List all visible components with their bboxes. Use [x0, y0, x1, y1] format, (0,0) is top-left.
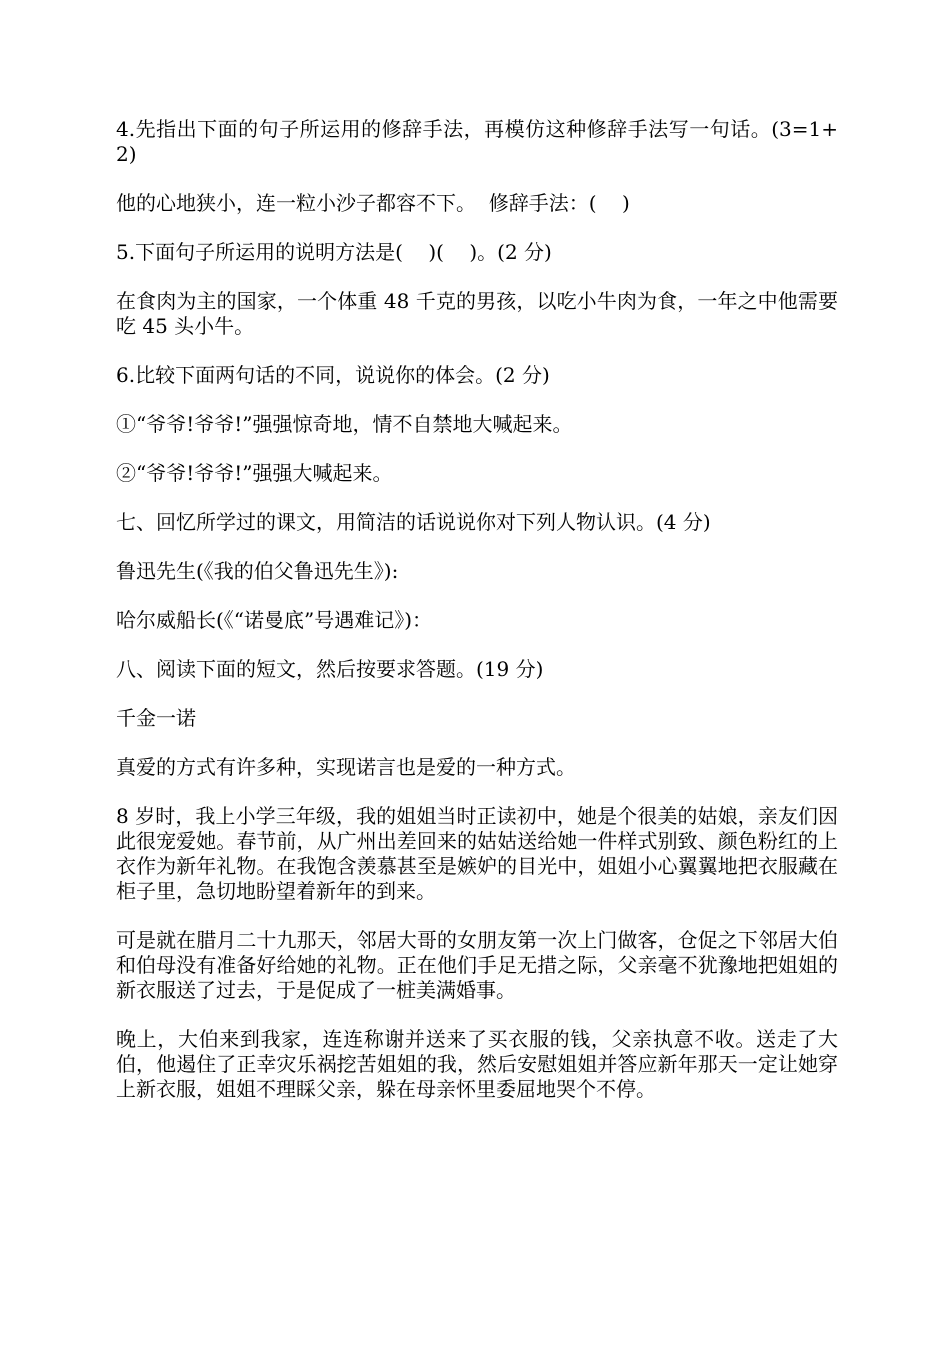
question-6-sentence-1: ①“爷爷!爷爷!”强强惊奇地，情不自禁地大喊起来。 — [116, 412, 573, 436]
question-5-sentence: 在食肉为主的国家，一个体重 48 千克的男孩，以吃小牛肉为食，一年之中他需要吃 45 头小牛。 — [116, 289, 838, 338]
section-8-heading: 八、阅读下面的短文，然后按要求答题。(19 分) — [116, 657, 544, 681]
question-6-sentence-2: ②“爷爷!爷爷!”强强大喊起来。 — [116, 461, 393, 485]
passage-paragraph-4: 晚上，大伯来到我家，连连称谢并送来了买衣服的钱，父亲执意不收。送走了大伯，他遏住了正幸灾乐祸挖苦姐姐的我，然后安慰姐姐并答应新年那天一定让她穿上新衣服，姐姐不理睬父亲，躲在母亲怀里委屈地哭个不停。 — [116, 1027, 838, 1101]
passage-paragraph-3: 可是就在腊月二十九那天，邻居大哥的女朋友第一次上门做客，仓促之下邻居大伯和伯母没有准备好给她的礼物。正在他们手足无措之际，父亲毫不犹豫地把姐姐的新衣服送了过去，于是促成了一桩美满婚事。 — [116, 928, 838, 1002]
question-4-sentence: 他的心地狭小，连一粒小沙子都容不下。 修辞手法：( ) — [116, 191, 630, 215]
section-7-item-1: 鲁迅先生(《我的伯父鲁迅先生》): — [116, 559, 399, 583]
question-4-prompt: 4.先指出下面的句子所运用的修辞手法，再模仿这种修辞手法写一句话。(3=1+2) — [116, 117, 838, 166]
document-page — [116, 117, 838, 1102]
question-5-prompt: 5.下面句子所运用的说明方法是( )( )。(2 分) — [116, 240, 552, 264]
passage-title: 千金一诺 — [116, 706, 196, 730]
passage-paragraph-2: 8 岁时，我上小学三年级，我的姐姐当时正读初中，她是个很美的姑娘，亲友们因此很宠爱她。春节前，从广州出差回来的姑姑送给她一件样式别致、颜色粉红的上衣作为新年礼物。在我饱含羡慕甚至是嫉妒的目光中，姐姐小心翼翼地把衣服藏在柜子里，急切地盼望着新年的到来。 — [116, 804, 838, 903]
section-7-item-2: 哈尔威船长(《“诺曼底”号遇难记》)： — [116, 608, 433, 632]
question-6-prompt: 6.比较下面两句话的不同，说说你的体会。(2 分) — [116, 363, 550, 387]
section-7-heading: 七、回忆所学过的课文，用简洁的话说说你对下列人物认识。(4 分) — [116, 510, 711, 534]
passage-paragraph-1: 真爱的方式有许多种，实现诺言也是爱的一种方式。 — [116, 755, 576, 779]
